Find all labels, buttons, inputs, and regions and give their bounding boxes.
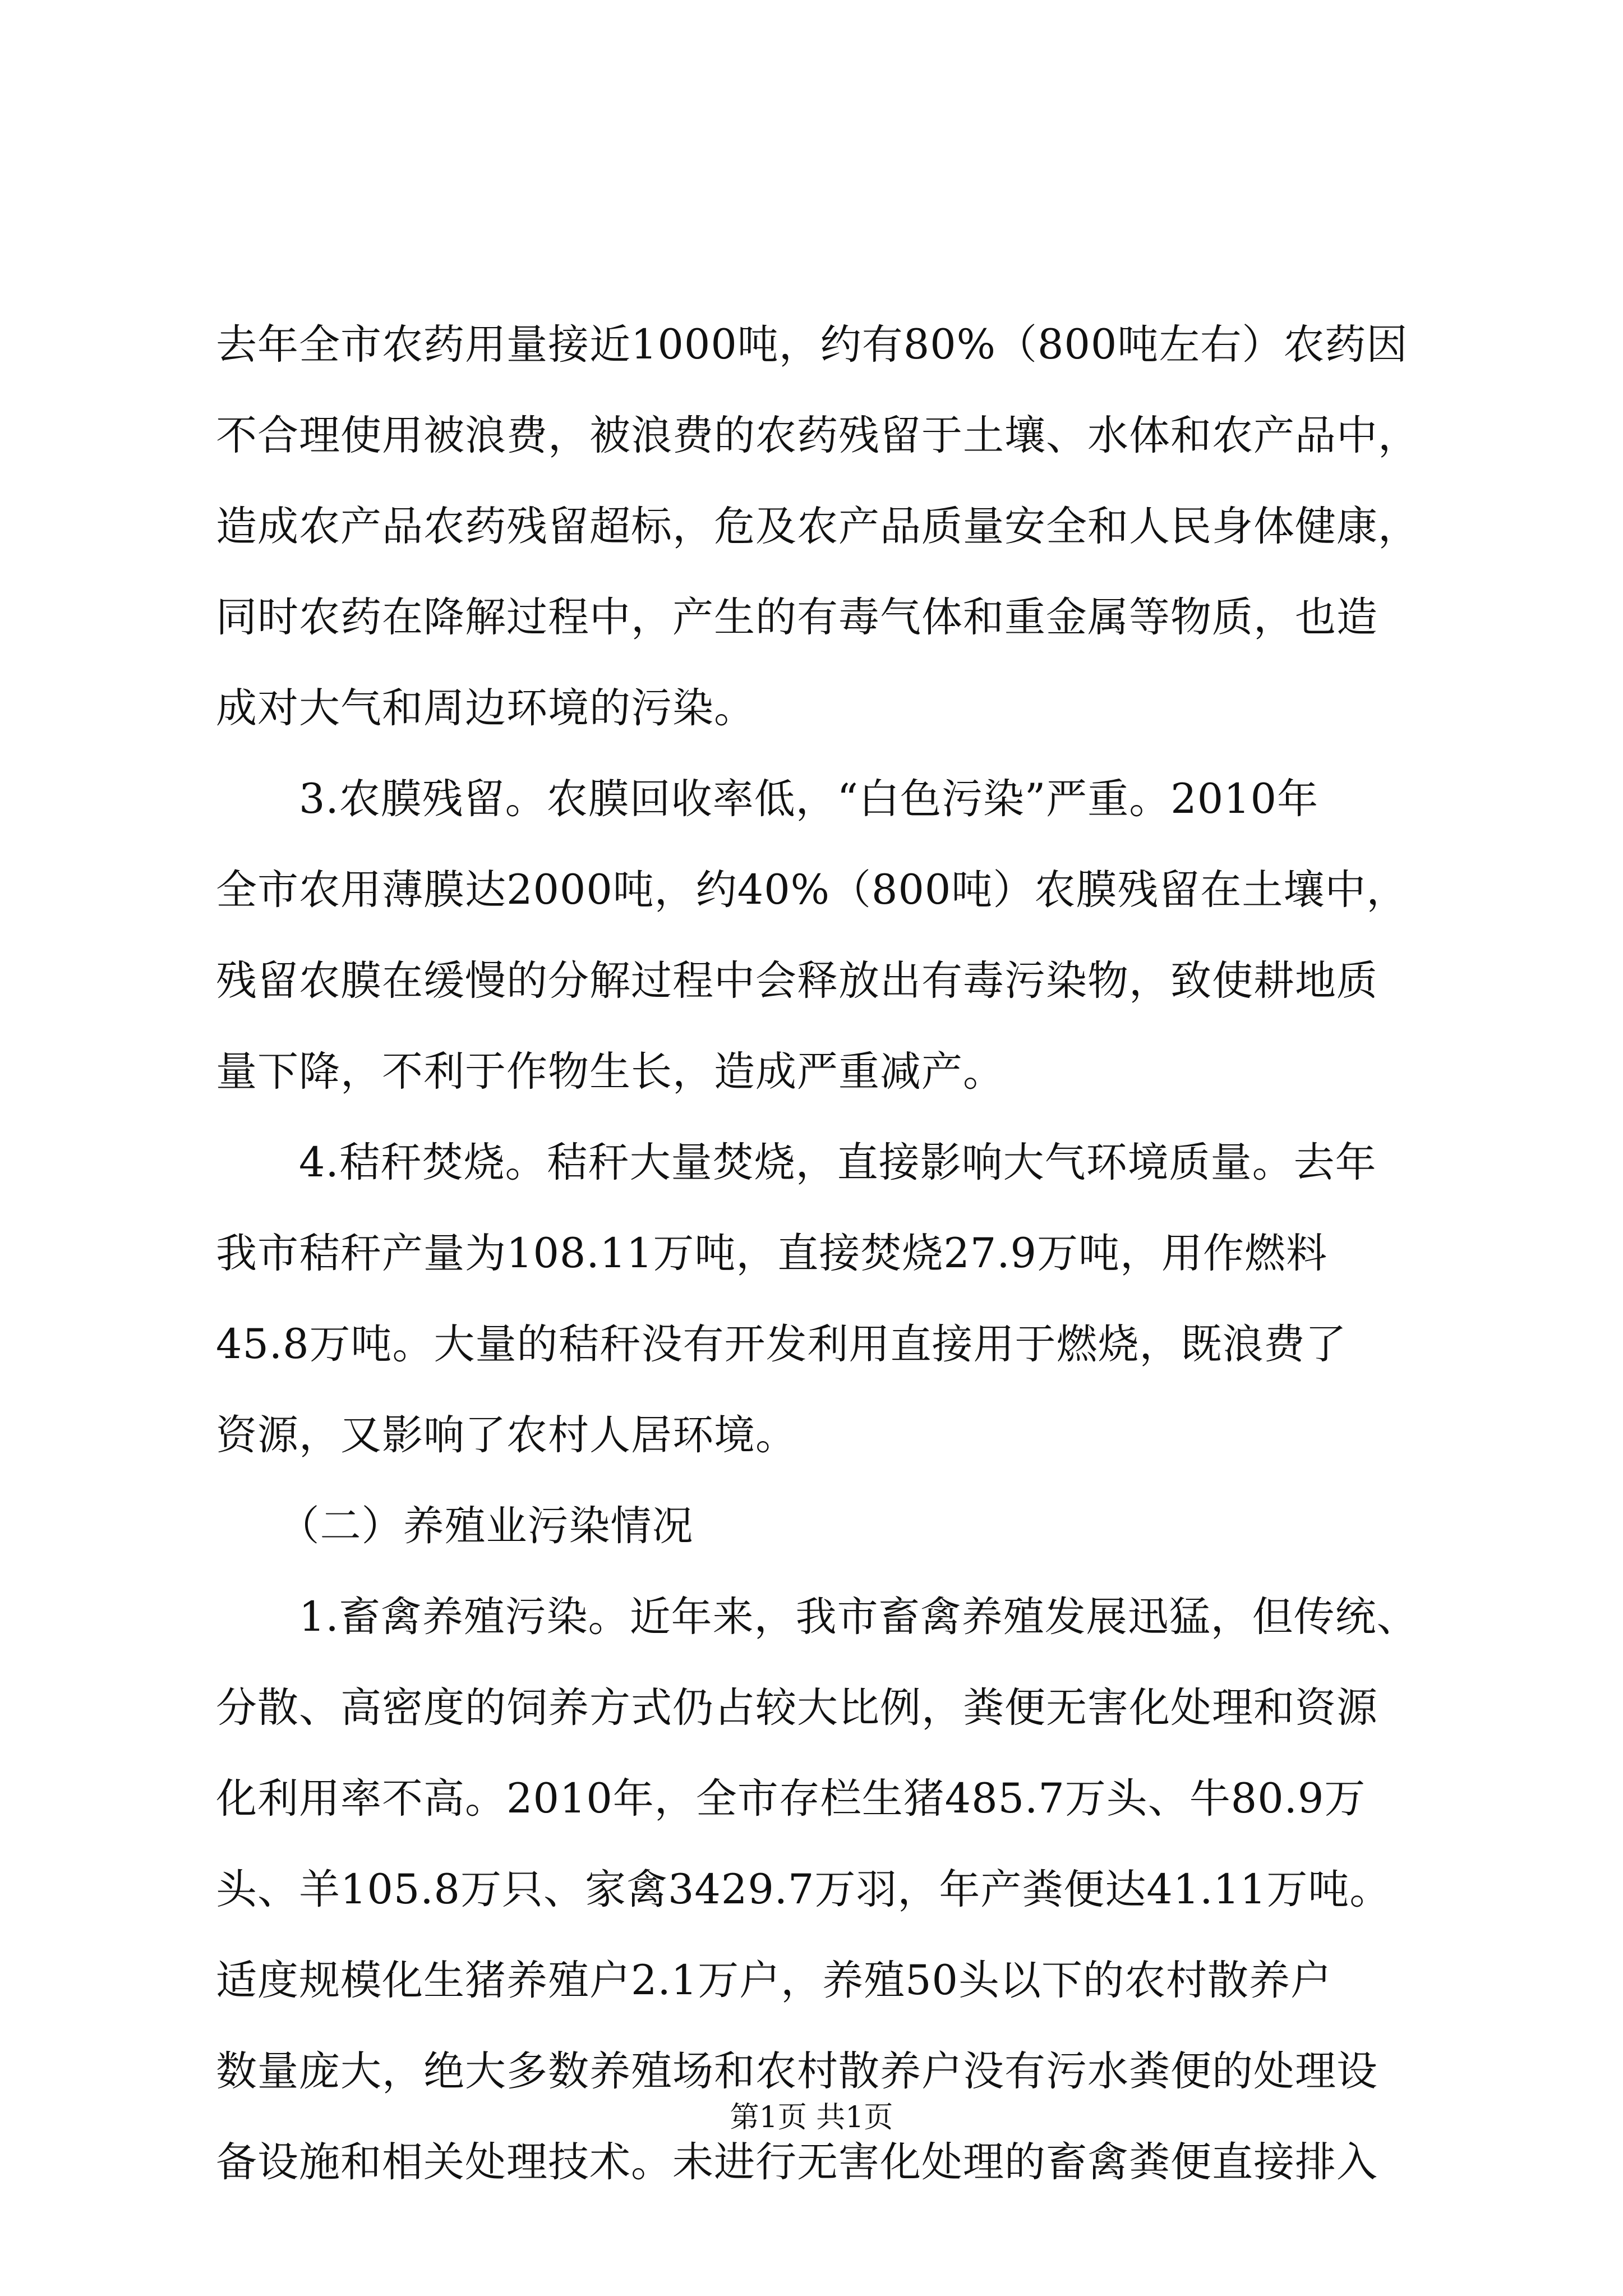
text-line: 化利用率不高。2010年，全市存栏生猪485.7万头、牛80.9万 <box>216 1775 1366 1823</box>
text-line: 1.畜禽养殖污染。近年来，我市畜禽养殖发展迅猛，但传统、 <box>216 1593 1418 1641</box>
text-line: 我市秸秆产量为108.11万吨，直接焚烧27.9万吨，用作燃料 <box>216 1230 1327 1277</box>
text-line: 适度规模化生猪养殖户2.1万户，养殖50头以下的农村散养户 <box>216 1957 1332 2004</box>
body-text <box>216 300 1483 2208</box>
text-line: 造成农产品农药残留超标，危及农产品质量安全和人民身体健康， <box>216 503 1419 550</box>
text-line: 量下降，不利于作物生长，造成严重减产。 <box>216 1048 1004 1096</box>
text-line: 4.秸秆焚烧。秸秆大量焚烧，直接影响大气环境质量。去年 <box>216 1139 1377 1186</box>
text-line: 成对大气和周边环境的污染。 <box>216 684 755 732</box>
section-heading: （二）养殖业污染情况 <box>216 1502 694 1550</box>
page-footer: 第1页 共1页 <box>730 2101 893 2134</box>
text-line: 数量庞大，绝大多数养殖场和农村散养户没有污水粪便的处理设 <box>216 2047 1378 2095</box>
text-line: 45.8万吨。大量的秸秆没有开发利用直接用于燃烧，既浪费了 <box>216 1320 1347 1368</box>
text-line: 资源，又影响了农村人居环境。 <box>216 1411 797 1459</box>
text-line: 同时农药在降解过程中，产生的有毒气体和重金属等物质，也造 <box>216 593 1378 641</box>
text-line: 全市农用薄膜达2000吨，约40%（800吨）农膜残留在土壤中， <box>216 866 1408 914</box>
text-line: 分散、高密度的饲养方式仍占较大比例，粪便无害化处理和资源 <box>216 1684 1378 1732</box>
text-line: 不合理使用被浪费，被浪费的农药残留于土壤、水体和农产品中， <box>216 412 1419 459</box>
text-line: 残留农膜在缓慢的分解过程中会释放出有毒污染物，致使耕地质 <box>216 957 1378 1005</box>
text-line: 备设施和相关处理技术。未进行无害化处理的畜禽粪便直接排入 <box>216 2138 1378 2186</box>
text-line: 去年全市农药用量接近1000吨，约有80%（800吨左右）农药因 <box>216 321 1408 369</box>
text-line: 3.农膜残留。农膜回收率低，“白色污染”严重。2010年 <box>216 775 1319 823</box>
text-line: 头、羊105.8万只、家禽3429.7万羽，年产粪便达41.11万吨。 <box>216 1866 1391 1913</box>
